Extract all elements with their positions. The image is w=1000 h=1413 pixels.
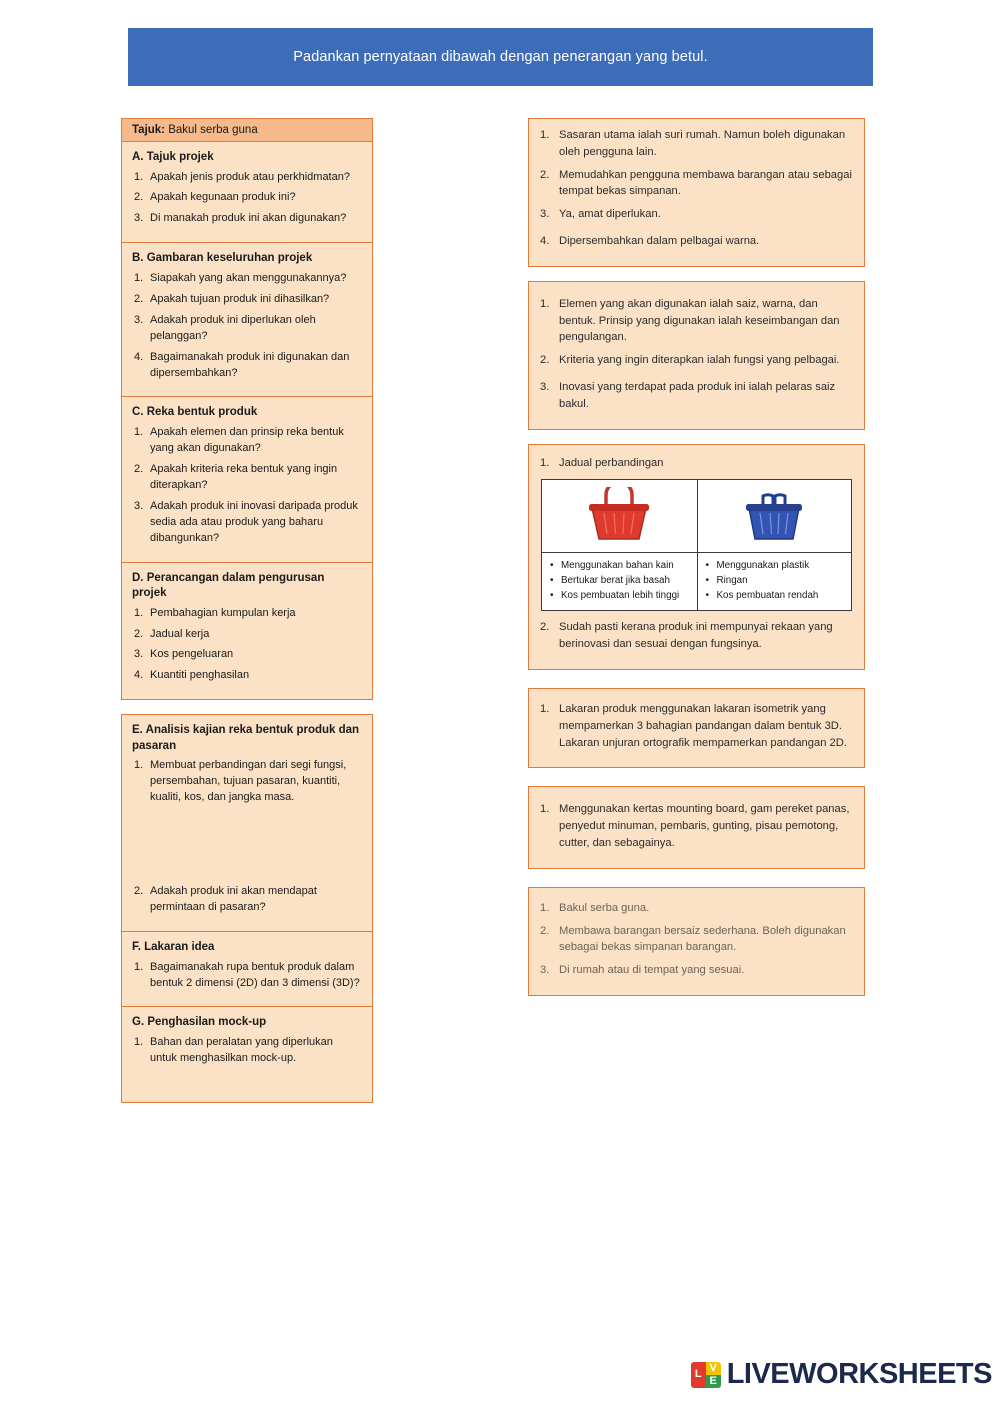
list-item: 3. Kos pengeluaran: [134, 648, 234, 661]
section-e-list: [132, 758, 362, 916]
list-item-text: Adakah produk ini inovasi daripada produk sedia ada atau produk yang baharu dibangunkan?: [150, 499, 358, 544]
list-item-text: Bagaimanakah produk ini digunakan dan dipersembahkan?: [150, 350, 350, 379]
list-item-text: Apakah kegunaan produk ini?: [150, 191, 296, 204]
list-item: 1. Lakaran produk menggunakan lakaran isometrik yang mempamerkan 3 bahagian pandangan dalam bentuk 3D. Lakaran unjuran ortografik mempamerkan pandangan 2D.: [540, 703, 847, 749]
section-b-list: [132, 271, 362, 382]
list-item: 1. Sasaran utama ialah suri rumah. Namun boleh digunakan oleh pengguna lain.: [540, 129, 846, 158]
list-item-text: Bakul serba guna.: [559, 901, 650, 914]
logo-letter-e: E: [706, 1375, 721, 1388]
card-bahan-list: [539, 801, 854, 851]
comparison-column-right: [697, 480, 852, 610]
list-item: 2. Apakah kriteria reka bentuk yang ingin diterapkan?: [134, 462, 338, 491]
card-bakul-serba-guna[interactable]: [528, 887, 865, 996]
list-item-text: Lakaran produk menggunakan lakaran isometrik yang mempamerkan 3 bahagian pandangan dalam bentuk 3D. Lakaran unjuran ortografik mempamerkan pandangan 2D.: [559, 703, 847, 749]
comparison-column-left: [542, 480, 697, 610]
list-item: 3. Adakah produk ini inovasi daripada produk sedia ada atau produk yang baharu dibangunkan?: [134, 499, 358, 544]
comparison-table-title: 1. Jadual perbandingan: [540, 456, 664, 469]
list-item: 1. Menggunakan kertas mounting board, gam pereket panas, penyedut minuman, pembaris, gunting, pisau pemotong, cutter, dan sebagainya.: [540, 803, 850, 849]
list-item: 3. Di manakah produk ini akan digunakan?: [134, 212, 347, 225]
list-item: 2. Jadual kerja: [134, 627, 210, 640]
list-item-text: Sasaran utama ialah suri rumah. Namun boleh digunakan oleh pengguna lain.: [559, 129, 846, 158]
section-g-list: [132, 1035, 362, 1067]
list-item: 1. Bakul serba guna.: [540, 901, 650, 914]
list-item-text: Menggunakan kertas mounting board, gam pereket panas, penyedut minuman, pembaris, gunting, pisau pemotong, cutter, dan sebagainya.: [559, 803, 850, 849]
list-item-text: Di manakah produk ini akan digunakan?: [150, 212, 347, 225]
left-column: [121, 118, 373, 1117]
list-item: • Bertukar berat jika basah: [550, 574, 691, 589]
card-jadual-closing-list: [539, 619, 854, 653]
liveworksheets-brand-text: LIVEWORKSHEETS: [726, 1358, 992, 1390]
list-item: 2. Adakah produk ini akan mendapat permintaan di pasaran?: [134, 885, 317, 914]
list-item: [539, 619, 854, 653]
section-a-list: [132, 170, 362, 228]
project-title-bar: [122, 119, 372, 142]
list-item-text: Sudah pasti kerana produk ini mempunyai rekaan yang berinovasi dan sesuai dengan fungsinya.: [559, 621, 833, 651]
card-elemen-list: [539, 296, 854, 413]
project-outline-block: [121, 118, 373, 700]
list-item-text: Adakah produk ini diperlukan oleh pelanggan?: [150, 313, 316, 342]
list-item: 1. Pembahagian kumpulan kerja: [134, 606, 296, 619]
section-c-heading: C. Reka bentuk produk: [132, 406, 258, 419]
section-e: [122, 715, 372, 932]
list-item-text: Bahan dan peralatan yang diperlukan untuk menghasilkan mock-up.: [150, 1035, 333, 1064]
card-sasaran[interactable]: [528, 118, 865, 267]
instruction-banner: [128, 28, 873, 86]
list-item-text: Siapakah yang akan menggunakannya?: [150, 271, 347, 284]
list-item: 2. Membawa barangan bersaiz sederhana. Boleh digunakan sebagai bekas simpanan barangan.: [540, 924, 846, 954]
list-item: 1. Bagaimanakah rupa bentuk produk dalam bentuk 2 dimensi (2D) dan 3 dimensi (3D)?: [134, 960, 360, 989]
list-item-text: Membawa barangan bersaiz sederhana. Boleh digunakan sebagai bekas simpanan barangan.: [559, 924, 846, 954]
list-item: • Menggunakan plastik: [706, 559, 846, 574]
blue-basket-icon: [698, 480, 852, 553]
section-f-heading: F. Lakaran idea: [132, 941, 215, 954]
list-item-text: Elemen yang akan digunakan ialah saiz, warna, dan bentuk. Prinsip yang digunakan ialah keseimbangan dan pengulangan.: [559, 297, 840, 344]
card-jadual-perbandingan[interactable]: [528, 444, 865, 670]
list-item-text: Di rumah atau di tempat yang sesuai.: [559, 964, 745, 977]
card-bakul-list: [539, 900, 854, 979]
list-item: 2. Memudahkan pengguna membawa barangan atau sebagai tempat bekas simpanan.: [540, 168, 852, 198]
card-sasaran-list: [539, 127, 854, 250]
comparison-table-title-text: Jadual perbandingan: [559, 456, 664, 469]
section-d-list: [132, 606, 362, 685]
section-c: [122, 397, 372, 562]
list-item-text: Ya, amat diperlukan.: [559, 208, 661, 221]
list-item: 1. Apakah jenis produk atau perkhidmatan?: [134, 170, 350, 183]
card-lakaran[interactable]: [528, 688, 865, 768]
list-item: 1. Apakah elemen dan prinsip reka bentuk yang akan digunakan?: [134, 425, 344, 454]
red-basket-icon: [542, 480, 697, 553]
list-item-text: Inovasi yang terdapat pada produk ini ialah pelaras saiz bakul.: [559, 380, 836, 410]
list-item-text: Apakah tujuan produk ini dihasilkan?: [150, 292, 330, 305]
list-item: • Ringan: [706, 574, 846, 589]
list-item-text: Pembahagian kumpulan kerja: [150, 606, 296, 619]
list-item: • Menggunakan bahan kain: [550, 559, 691, 574]
right-column: [528, 118, 865, 1010]
card-bahan[interactable]: [528, 786, 865, 868]
section-g-heading: G. Penghasilan mock-up: [132, 1016, 267, 1029]
list-item: 4. Kuantiti penghasilan: [134, 669, 250, 682]
list-item-text: Apakah elemen dan prinsip reka bentuk yang akan digunakan?: [150, 425, 344, 454]
list-item: 4. Dipersembahkan dalam pelbagai warna.: [540, 234, 760, 247]
list-item-text: Jadual kerja: [150, 627, 210, 640]
section-g: [122, 1007, 372, 1101]
project-outline-block-2: [121, 714, 373, 1103]
section-a-heading: A. Tajuk projek: [132, 151, 214, 163]
list-item: 3. Ya, amat diperlukan.: [540, 208, 661, 221]
list-item: 4. Bagaimanakah produk ini digunakan dan dipersembahkan?: [134, 350, 350, 379]
list-item-text: Dipersembahkan dalam pelbagai warna.: [559, 234, 760, 247]
logo-letter-l: L: [691, 1362, 706, 1388]
list-item-text: Adakah produk ini akan mendapat permintaan di pasaran?: [150, 885, 317, 914]
liveworksheets-logo-icon: [691, 1362, 721, 1388]
list-item-text: Apakah kriteria reka bentuk yang ingin diterapkan?: [150, 462, 338, 491]
list-item-text: Kuantiti penghasilan: [150, 669, 250, 682]
section-c-list: [132, 425, 362, 547]
liveworksheets-footer: [691, 1358, 992, 1391]
comparison-features-left: [542, 553, 697, 610]
list-item-text: Membuat perbandingan dari segi fungsi, persembahan, tujuan pasaran, kuantiti, kualiti, kos, dan jangka masa.: [150, 759, 347, 804]
section-d-heading: D. Perancangan dalam pengurusan projek: [132, 571, 325, 600]
list-item-text: Kos pengeluaran: [150, 648, 234, 661]
list-item-text: Apakah jenis produk atau perkhidmatan?: [150, 170, 350, 183]
list-item: 2. Apakah kegunaan produk ini?: [134, 191, 296, 204]
list-item: 1. Elemen yang akan digunakan ialah saiz, warna, dan bentuk. Prinsip yang digunakan ialah keseimbangan dan pengulangan.: [540, 297, 840, 344]
list-item-text: Memudahkan pengguna membawa barangan atau sebagai tempat bekas simpanan.: [559, 168, 852, 198]
list-item: 1. Membuat perbandingan dari segi fungsi, persembahan, tujuan pasaran, kuantiti, kualiti, kos, dan jangka masa.: [134, 759, 347, 804]
list-item: 1. Bahan dan peralatan yang diperlukan untuk menghasilkan mock-up.: [134, 1035, 333, 1064]
list-item: 3. Inovasi yang terdapat pada produk ini ialah pelaras saiz bakul.: [540, 380, 836, 410]
logo-letter-v: V: [706, 1362, 721, 1375]
section-f-list: [132, 960, 362, 992]
section-e-heading: E. Analisis kajian reka bentuk produk dan pasaran: [132, 724, 360, 752]
comparison-features-right: [698, 553, 852, 610]
card-lakaran-list: [539, 701, 854, 751]
list-item: 3. Adakah produk ini diperlukan oleh pelanggan?: [134, 313, 316, 342]
list-item: • Kos pembuatan rendah: [706, 589, 846, 604]
comparison-table: [541, 479, 852, 611]
section-a: [122, 142, 372, 243]
list-item-text: Kriteria yang ingin diterapkan ialah fungsi yang pelbagai.: [559, 354, 840, 367]
section-b: [122, 243, 372, 397]
project-title-value: Bakul serba guna: [168, 124, 258, 136]
list-item: 2. Kriteria yang ingin diterapkan ialah fungsi yang pelbagai.: [540, 354, 840, 367]
list-item-number: 2.: [540, 621, 550, 634]
section-b-heading: B. Gambaran keseluruhan projek: [132, 252, 313, 265]
list-item: 3. Di rumah atau di tempat yang sesuai.: [540, 964, 745, 977]
list-item-text: Bagaimanakah rupa bentuk produk dalam bentuk 2 dimensi (2D) dan 3 dimensi (3D)?: [150, 960, 360, 989]
list-item: 1. Siapakah yang akan menggunakannya?: [134, 271, 347, 284]
project-title-label: Tajuk:: [132, 124, 166, 136]
logo-letter-stack: [706, 1362, 721, 1388]
list-item: • Kos pembuatan lebih tinggi: [550, 589, 691, 604]
card-elemen[interactable]: [528, 281, 865, 430]
section-d: [122, 563, 372, 700]
list-item: 2. Apakah tujuan produk ini dihasilkan?: [134, 292, 330, 305]
section-f: [122, 932, 372, 1007]
instruction-text: Padankan pernyataan dibawah dengan penerangan yang betul.: [293, 49, 708, 65]
